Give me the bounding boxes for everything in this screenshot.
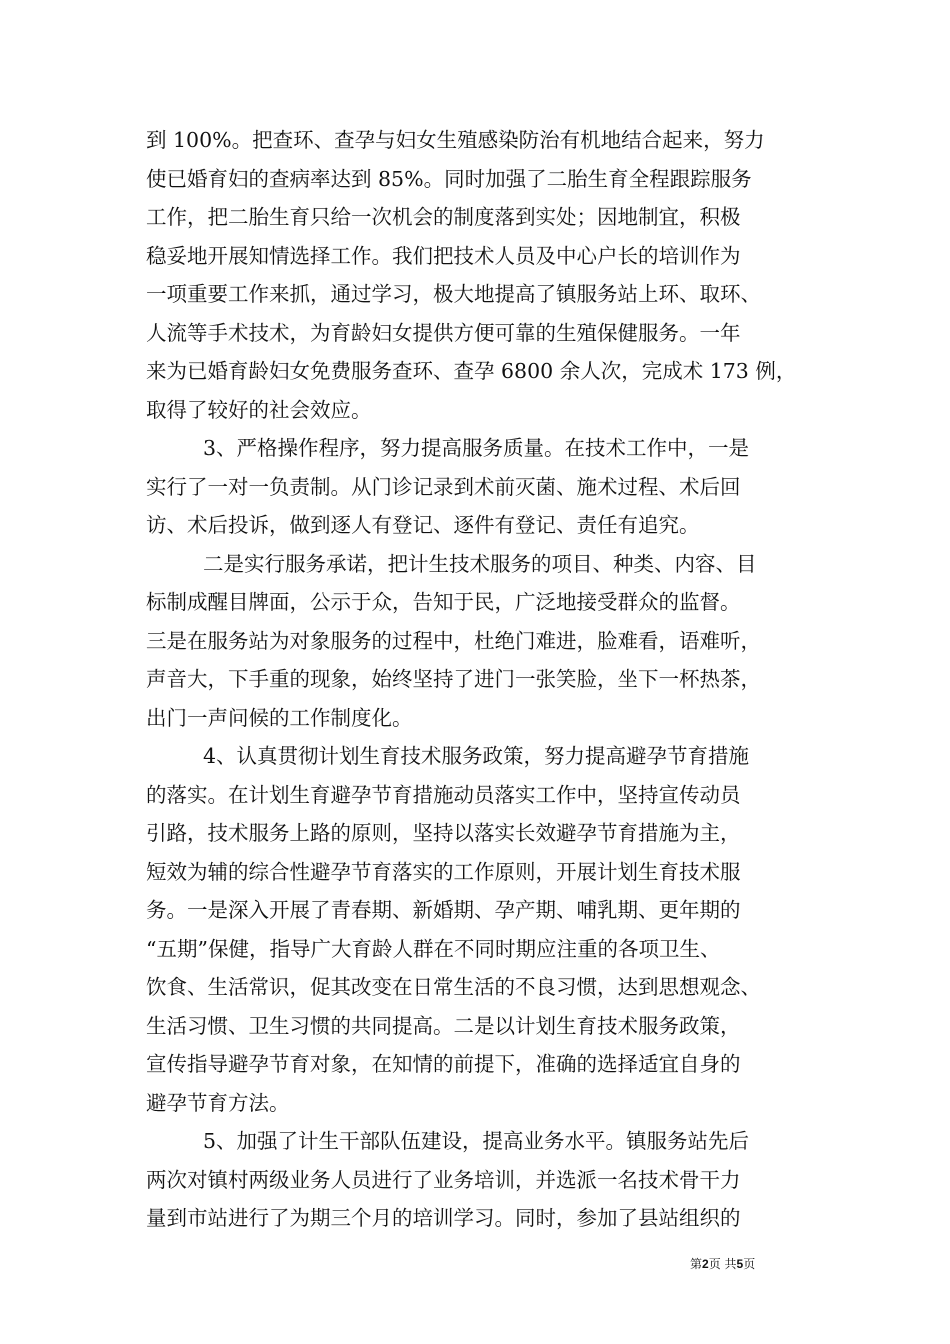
paragraph-3-start: 3、严格操作程序，努力提高服务质量。在技术工作中，一是 — [203, 436, 750, 460]
text-line: 实行了一对一负责制。从门诊记录到术前灭菌、施术过程、术后回 — [146, 474, 741, 499]
text-line: 短效为辅的综合性避孕节育落实的工作原则，开展计划生育技术服 — [146, 859, 741, 884]
text-line: 工作，把二胎生育只给一次机会的制度落到实处；因地制宜，积极 — [146, 205, 741, 229]
total-page-number: 5 — [736, 1257, 744, 1271]
paragraph-5-start: 5、加强了计生干部队伍建设，提高业务水平。镇服务站先后 — [203, 1129, 750, 1153]
footer-middle: 页 共 — [708, 1257, 737, 1271]
body-text — [146, 121, 830, 1238]
text-line: 宣传指导避孕节育对象，在知情的前提下，准确的选择适宜自身的 — [146, 1052, 741, 1076]
text-line: 稳妥地开展知情选择工作。我们把技术人员及中心户长的培训作为 — [146, 243, 741, 268]
text-line: 饮食、生活常识，促其改变在日常生活的不良习惯，达到思想观念、 — [146, 975, 761, 999]
text-line: 三是在服务站为对象服务的过程中，杜绝门难进，脸难看，语难听， — [146, 628, 761, 653]
text-line: 出门一声问候的工作制度化。 — [146, 705, 413, 730]
text-line: 避孕节育方法。 — [146, 1090, 290, 1115]
text-line: “五期”保健，指导广大育龄人群在不同时期应注重的各项卫生、 — [146, 936, 721, 961]
text-line: 两次对镇村两级业务人员进行了业务培训，并选派一名技术骨干力 — [146, 1167, 741, 1192]
text-line: 一项重要工作来抓，通过学习，极大地提高了镇服务站上环、取环、 — [146, 282, 761, 306]
text-line: 访、术后投诉，做到逐人有登记、逐件有登记、责任有追究。 — [146, 513, 700, 537]
footer-prefix: 第 — [690, 1257, 703, 1271]
text-line: 来为已婚育龄妇女免费服务查环、查孕 6800 余人次，完成术 173 例， — [146, 359, 797, 383]
text-line: 的落实。在计划生育避孕节育措施动员落实工作中，坚持宣传动员 — [146, 782, 741, 807]
text-line: 声音大，下手重的现象，始终坚持了进门一张笑脸，坐下一杯热茶， — [146, 667, 761, 691]
footer-suffix: 页 — [743, 1257, 756, 1271]
paragraph-service-start: 二是实行服务承诺，把计生技术服务的项目、种类、内容、目 — [203, 551, 757, 576]
text-line: 量到市站进行了为期三个月的培训学习。同时，参加了县站组织的 — [146, 1206, 741, 1230]
current-page-number: 2 — [702, 1257, 709, 1271]
text-line: 使已婚育妇的查病率达到 85%。同时加强了二胎生育全程跟踪服务 — [146, 166, 752, 191]
paragraph-4-start: 4、认真贯彻计划生育技术服务政策，努力提高避孕节育措施 — [203, 744, 750, 768]
text-line: 引路，技术服务上路的原则，坚持以落实长效避孕节育措施为主， — [146, 821, 741, 845]
text-line: 生活习惯、卫生习惯的共同提高。二是以计划生育技术服务政策， — [146, 1013, 741, 1038]
page-footer — [690, 1256, 830, 1272]
text-line: 人流等手术技术，为育龄妇女提供方便可靠的生殖保健服务。一年 — [146, 320, 741, 345]
text-line: 标制成醒目牌面，公示于众，告知于民，广泛地接受群众的监督。 — [146, 590, 741, 614]
text-line: 务。一是深入开展了青春期、新婚期、孕产期、哺乳期、更年期的 — [146, 898, 741, 922]
text-line: 取得了较好的社会效应。 — [146, 397, 372, 422]
text-line: 到 100%。把查环、查孕与妇女生殖感染防治有机地结合起来，努力 — [146, 128, 765, 152]
